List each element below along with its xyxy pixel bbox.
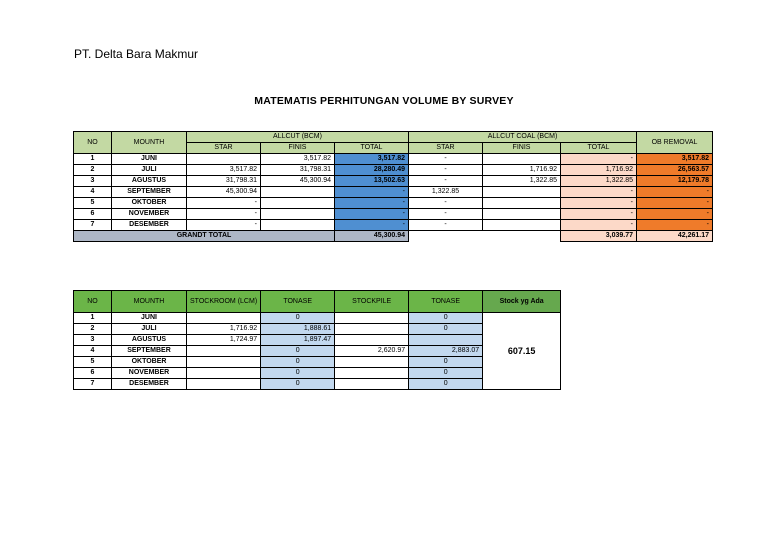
cell-cstar: - [409, 220, 483, 231]
cell-stockpile [335, 324, 409, 335]
cell-tonase: 1,888.61 [261, 324, 335, 335]
cell-cfinis [483, 154, 561, 165]
cell-stockroom [187, 368, 261, 379]
cell-no: 3 [74, 176, 112, 187]
cell-ctotal: 1,716.92 [561, 165, 637, 176]
header-coal-star: STAR [409, 143, 483, 154]
cell-cfinis: 1,716.92 [483, 165, 561, 176]
cell-finis [261, 187, 335, 198]
cell-stockroom [187, 313, 261, 324]
cell-tonase2: 0 [409, 379, 483, 390]
cell-stockpile [335, 368, 409, 379]
cell-no: 1 [74, 313, 112, 324]
cell-cstar: - [409, 209, 483, 220]
blank-cell [409, 231, 483, 242]
cell-cfinis: 1,322.85 [483, 176, 561, 187]
cell-month: JULI [112, 165, 187, 176]
cell-cfinis [483, 198, 561, 209]
cell-ob: 3,517.82 [637, 154, 713, 165]
cell-month: DESEMBER [112, 220, 187, 231]
header-tonase: TONASE [261, 291, 335, 313]
cell-total: - [335, 209, 409, 220]
cell-month: AGUSTUS [112, 335, 187, 346]
cell-cstar: - [409, 154, 483, 165]
grand-total-label: GRANDT TOTAL [74, 231, 335, 242]
cell-month: OKTOBER [112, 198, 187, 209]
table-row [74, 165, 713, 176]
cell-total: - [335, 187, 409, 198]
page-title: MATEMATIS PERHITUNGAN VOLUME BY SURVEY [254, 95, 514, 107]
cell-tonase: 0 [261, 357, 335, 368]
cell-stockpile [335, 313, 409, 324]
cell-month: SEPTEMBER [112, 346, 187, 357]
cell-stockpile [335, 357, 409, 368]
cell-finis [261, 209, 335, 220]
table-row [74, 313, 561, 324]
cell-cstar: - [409, 165, 483, 176]
cell-no: 2 [74, 165, 112, 176]
header-allcut: ALLCUT (BCM) [187, 132, 409, 143]
table-row [74, 176, 713, 187]
header-total: TOTAL [335, 143, 409, 154]
cell-ctotal: - [561, 154, 637, 165]
cell-stockroom [187, 379, 261, 390]
cell-cstar: 1,322.85 [409, 187, 483, 198]
cell-cfinis [483, 220, 561, 231]
cell-ob: - [637, 209, 713, 220]
cell-tonase: 0 [261, 313, 335, 324]
cell-star: - [187, 209, 261, 220]
cell-ob: - [637, 220, 713, 231]
cell-ob: 26,563.57 [637, 165, 713, 176]
cell-ctotal: - [561, 209, 637, 220]
cell-stockroom [187, 346, 261, 357]
cell-month: AGUSTUS [112, 176, 187, 187]
header-stockroom: STOCKROOM (LCM) [187, 291, 261, 313]
cell-finis: 45,300.94 [261, 176, 335, 187]
table-row [74, 154, 713, 165]
header-no: NO [74, 132, 112, 154]
stock-table [73, 290, 561, 390]
cell-star: 31,798.31 [187, 176, 261, 187]
cell-no: 7 [74, 220, 112, 231]
cell-no: 5 [74, 198, 112, 209]
grand-total-value: 45,300.94 [335, 231, 409, 242]
cell-month: DESEMBER [112, 379, 187, 390]
cell-tonase2 [409, 335, 483, 346]
cell-cfinis [483, 209, 561, 220]
cell-star: 3,517.82 [187, 165, 261, 176]
header-coal-finis: FINIS [483, 143, 561, 154]
header-mounth: MOUNTH [112, 132, 187, 154]
table-row [74, 187, 713, 198]
cell-cstar: - [409, 176, 483, 187]
cell-ob: - [637, 198, 713, 209]
cell-finis: 31,798.31 [261, 165, 335, 176]
cell-finis [261, 220, 335, 231]
cell-no: 7 [74, 379, 112, 390]
grand-ob-total: 42,261.17 [637, 231, 713, 242]
header-stock-ada: Stock yg Ada [483, 291, 561, 313]
cell-cstar: - [409, 198, 483, 209]
cell-stockroom: 1,716.92 [187, 324, 261, 335]
cell-no: 6 [74, 209, 112, 220]
cell-cfinis [483, 187, 561, 198]
cell-tonase: 0 [261, 346, 335, 357]
header-ob-removal: OB REMOVAL [637, 132, 713, 154]
cell-ctotal: - [561, 198, 637, 209]
cell-no: 3 [74, 335, 112, 346]
cell-star: 45,300.94 [187, 187, 261, 198]
cell-tonase2: 0 [409, 357, 483, 368]
cell-tonase2: 0 [409, 313, 483, 324]
cell-ob: - [637, 187, 713, 198]
grand-coal-total: 3,039.77 [561, 231, 637, 242]
header-stockpile: STOCKPILE [335, 291, 409, 313]
cell-ctotal: 1,322.85 [561, 176, 637, 187]
cell-star [187, 154, 261, 165]
table-row [74, 220, 713, 231]
cell-month: OKTOBER [112, 357, 187, 368]
cell-tonase2: 0 [409, 324, 483, 335]
cell-finis [261, 198, 335, 209]
allcut-volume-table [73, 131, 713, 242]
stock-ada-value: 607.15 [483, 313, 561, 390]
cell-no: 6 [74, 368, 112, 379]
cell-ctotal: - [561, 187, 637, 198]
cell-no: 4 [74, 187, 112, 198]
cell-month: NOVEMBER [112, 368, 187, 379]
cell-month: JUNI [112, 313, 187, 324]
cell-finis: 3,517.82 [261, 154, 335, 165]
cell-total: 28,280.49 [335, 165, 409, 176]
cell-no: 2 [74, 324, 112, 335]
cell-tonase2: 0 [409, 368, 483, 379]
header-tonase-2: TONASE [409, 291, 483, 313]
header-allcut-coal: ALLCUT COAL (BCM) [409, 132, 637, 143]
header-star: STAR [187, 143, 261, 154]
table-row [74, 198, 713, 209]
cell-month: NOVEMBER [112, 209, 187, 220]
cell-ob: 12,179.78 [637, 176, 713, 187]
cell-tonase2: 2,883.07 [409, 346, 483, 357]
cell-total: 13,502.63 [335, 176, 409, 187]
cell-total: - [335, 220, 409, 231]
blank-cell [483, 231, 561, 242]
cell-star: - [187, 198, 261, 209]
cell-month: JULI [112, 324, 187, 335]
header-no: NO [74, 291, 112, 313]
cell-month: JUNI [112, 154, 187, 165]
cell-no: 4 [74, 346, 112, 357]
company-name: PT. Delta Bara Makmur [74, 47, 199, 61]
cell-stockroom [187, 357, 261, 368]
cell-stockpile [335, 379, 409, 390]
cell-ctotal: - [561, 220, 637, 231]
cell-tonase: 0 [261, 368, 335, 379]
cell-month: SEPTEMBER [112, 187, 187, 198]
header-mounth: MOUNTH [112, 291, 187, 313]
cell-total: - [335, 198, 409, 209]
cell-stockpile [335, 335, 409, 346]
cell-tonase: 1,897.47 [261, 335, 335, 346]
table-row [74, 209, 713, 220]
cell-stockpile: 2,620.97 [335, 346, 409, 357]
cell-stockroom: 1,724.97 [187, 335, 261, 346]
header-finis: FINIS [261, 143, 335, 154]
cell-star: - [187, 220, 261, 231]
cell-no: 5 [74, 357, 112, 368]
cell-no: 1 [74, 154, 112, 165]
cell-tonase: 0 [261, 379, 335, 390]
header-coal-total: TOTAL [561, 143, 637, 154]
cell-total: 3,517.82 [335, 154, 409, 165]
